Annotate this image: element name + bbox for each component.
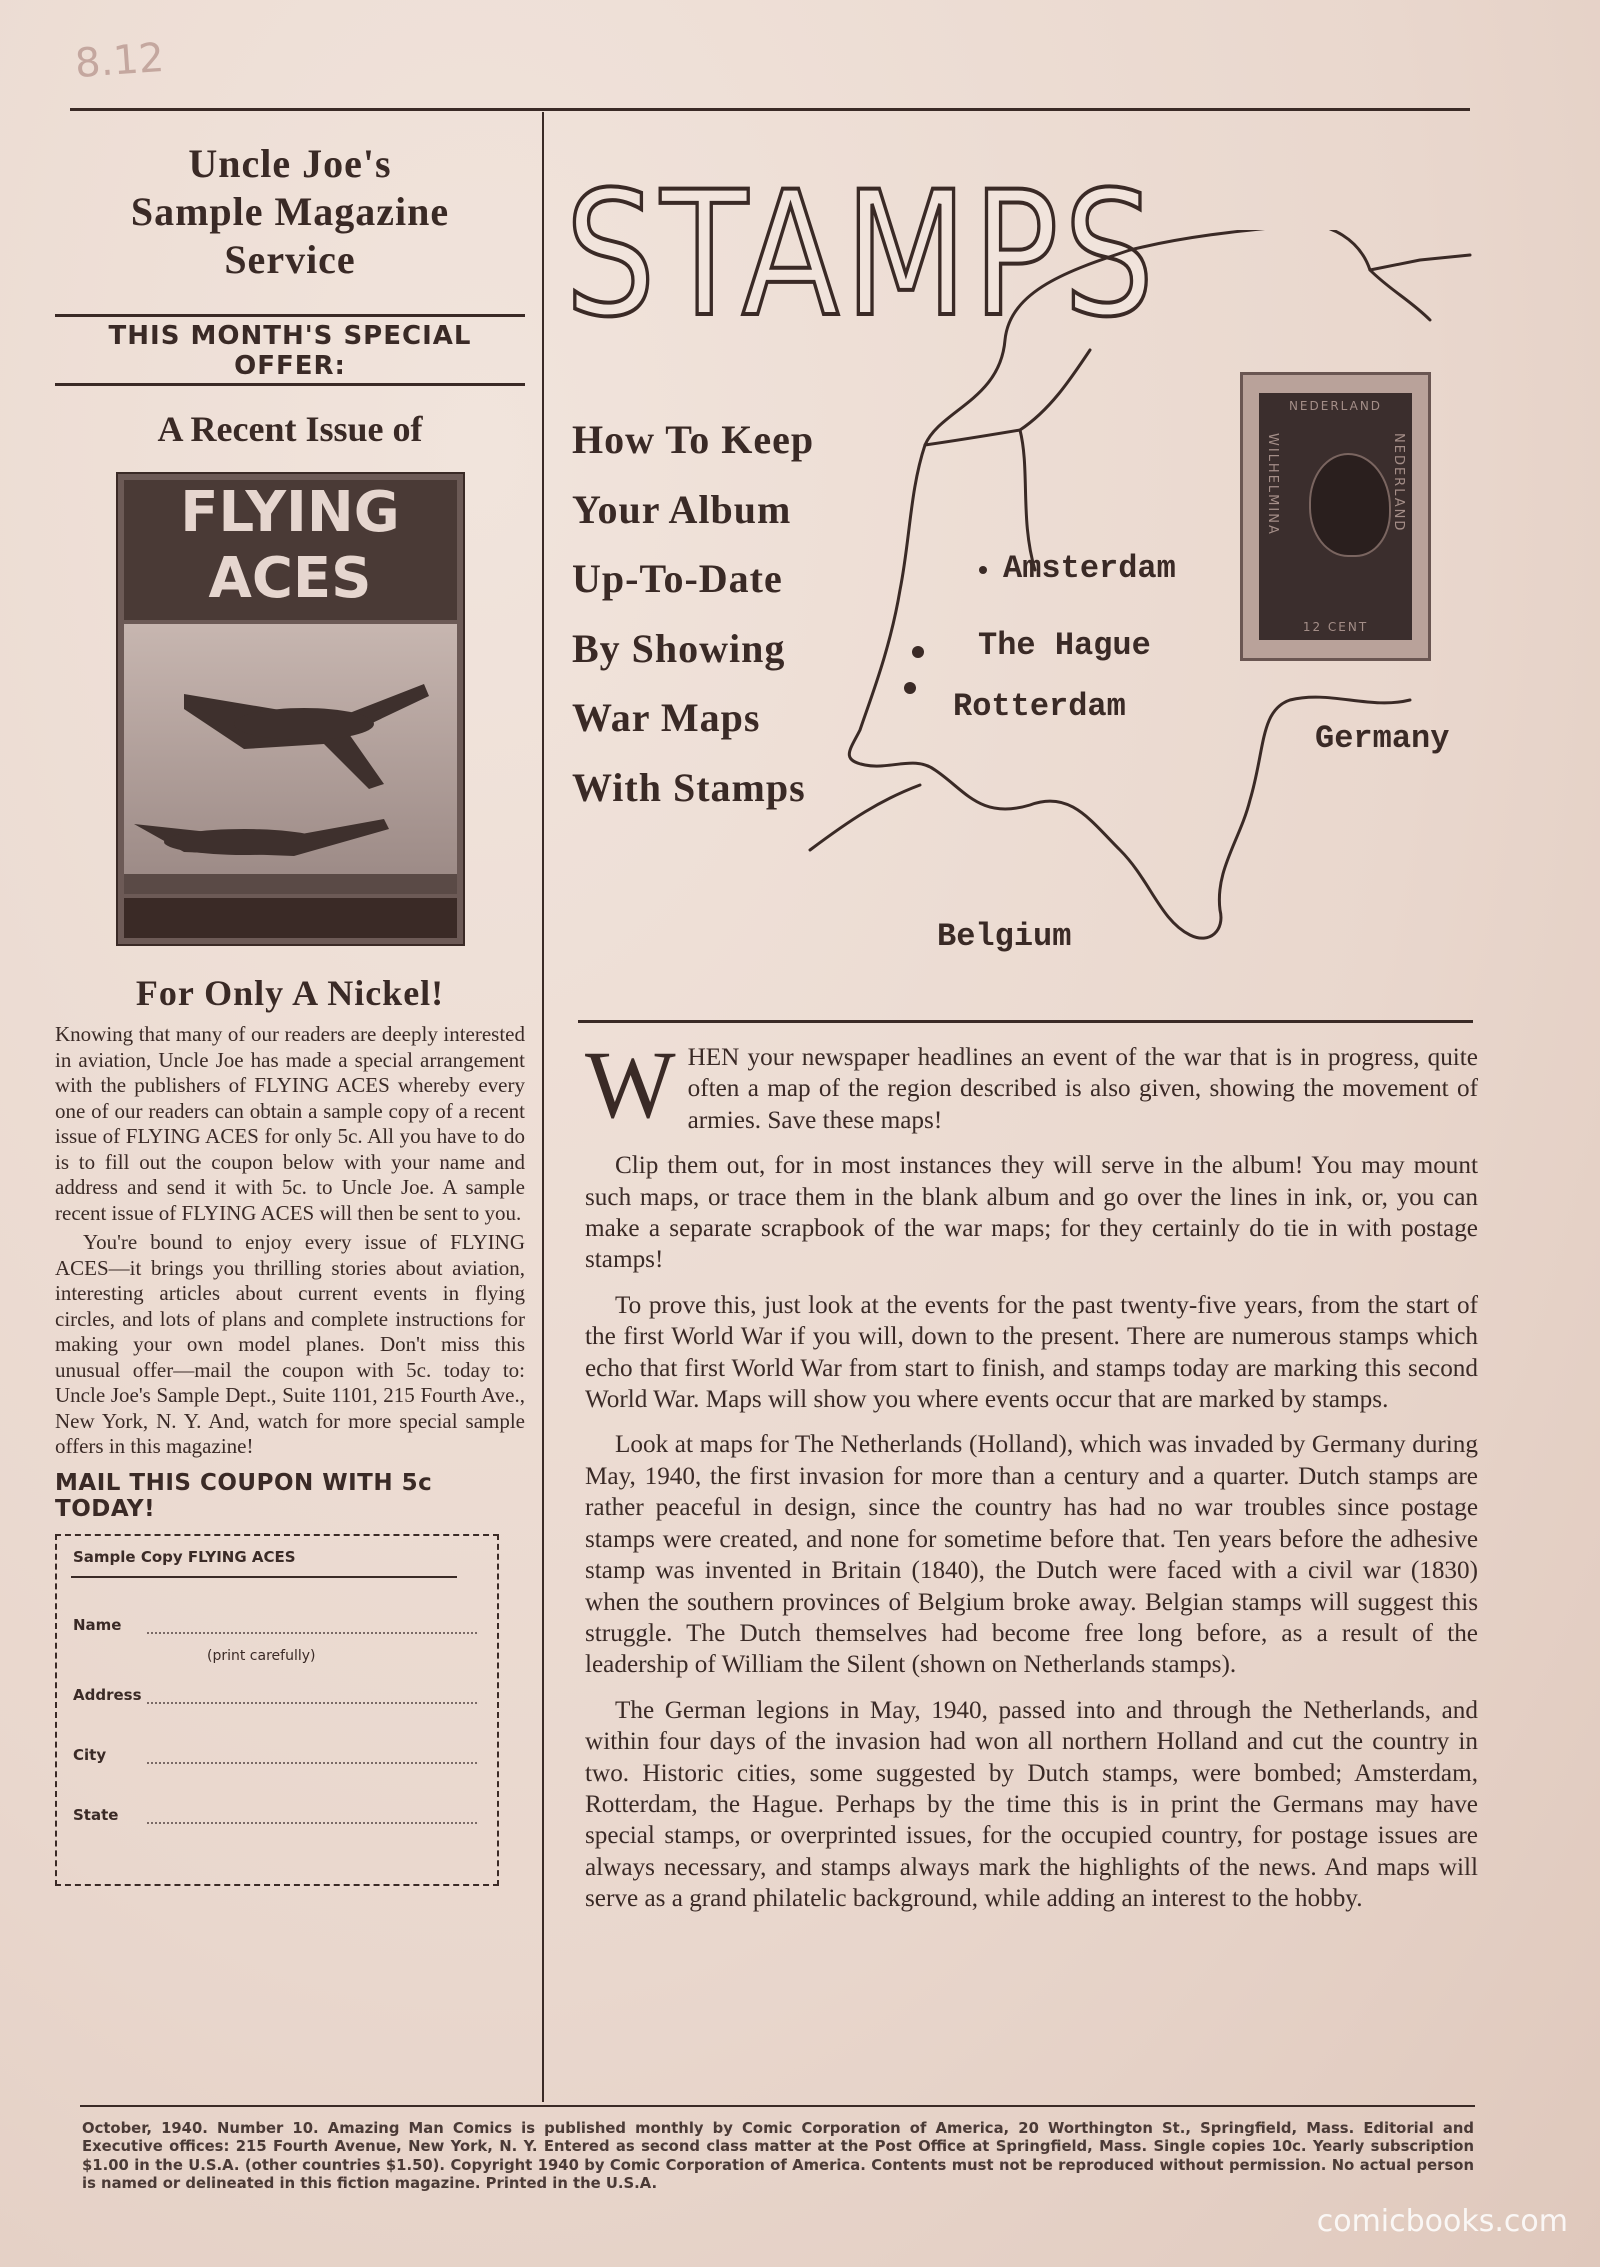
left-column [55,140,525,1886]
column-divider [542,112,544,2102]
mail-coupon-heading: MAIL THIS COUPON WITH 5c TODAY! [55,1469,433,1522]
label-amsterdam: Amsterdam [1003,550,1176,587]
service-title-line: Service [224,237,356,282]
nickel-heading: For Only A Nickel! [135,973,445,1013]
name-field[interactable] [147,1632,477,1634]
subtitle-line: How To Keep [572,417,815,462]
cover-footer [124,898,457,938]
province-border [1020,350,1090,430]
stamps-title: STAMPS [565,154,1160,355]
corner-note: 8.12 [73,34,166,88]
top-rule [70,108,1470,111]
article-paragraph [585,1031,1478,1138]
watermark: comicbooks.com [1316,2204,1568,2239]
stamp-right-text: NEDERLAND [1391,433,1406,533]
offer-description [55,1022,525,1460]
subtitle-line: With Stamps [572,764,806,810]
rotterdam-dot [904,682,916,694]
cover-artwork [124,624,457,894]
subtitle-line: Your Album [572,486,792,532]
amsterdam-dot [979,566,987,574]
article-body [585,1031,1478,1929]
article-paragraph: The German legions in May, 1940, passed into and through the Netherlands, and within four days of the invasion had won all northern Holland and cut the country in two. Historic cities, some suggested by Dutch stamps, were bombed; Amsterdam, Rotterdam, the Hague. Perhaps by the time this is in print the Germans may have special stamps, or overprinted issues, for the occupied country, for postage issues are always necessary, and stamps always mark the highlights of the news. And maps will serve as a grand philatelic background, while adding an interest to the hobby. [585,1696,1478,1913]
article-paragraph-text: HEN your newspaper headlines an event of the war that is in progress, quite often a map of the region described is also given, showing the movement of armies. Save these maps! [687,1044,1478,1134]
label-rotterdam: Rotterdam [953,688,1126,725]
address-label: Address [73,1685,142,1704]
drop-cap: W [585,1031,676,1138]
subtitle-line: War Maps [572,695,761,740]
state-field[interactable] [147,1822,477,1824]
label-belgium: Belgium [937,918,1072,955]
article-paragraph: Clip them out, for in most instances they will serve in the album! You may mount such maps, or trace them in the blank album and go over the lines in ink, or, you can make a separate scrapbook of the war maps; for they certainly do tie in with postage stamps! [585,1152,1478,1274]
coast-detail [1370,270,1430,320]
footer-rule [80,2105,1475,2107]
stamp-left-text: WILHELMINA [1265,433,1280,536]
subtitle-line: Up-To-Date [572,556,783,601]
label-germany: Germany [1315,720,1450,757]
offer-paragraph: You're bound to enjoy every issue of FLYING ACES—it brings you thrilling stories about aviation, interesting articles about current events in flying circles, and lots of plans and complete instructions for making your own model planes. Don't miss this unusual offer—mail the coupon with 5c. today to: Uncle Joe's Sample Dept., Suite 1101, 215 Fourth Ave., New York, N. Y. And, watch for more special sample offers in this magazine! [55,1230,525,1458]
queen-portrait [1309,453,1391,557]
article-paragraph: Look at maps for The Netherlands (Holland), which was invaded by Germany during May, 1940, the first invasion for more than a century and a quarter. Dutch stamps are rather peaceful in design, since the country has had no war troubles since postage stamps were created, and none for sometime before that. Ten years before the adhesive stamp was invented in Britain (1840), the Dutch were faced with a civil war (1830) when the southern provinces of Belgium broke away. Belgian stamps will suggest this struggle. The Dutch themselves had become free long before, as a result of the leadership of William the Silent (shown on Netherlands stamps). [585,1431,1478,1679]
hague-dot [912,646,924,658]
airplanes-illustration [124,624,457,894]
publication-notice: October, 1940. Number 10. Amazing Man Comics is published monthly by Comic Corporation of America, 20 Worthington St., Springfield, Mass. Editorial and Executive offices: 215 Fourth Avenue, New York, N. Y. Entered as second class matter at the Post Office at Springfield, Mass. Single copies 10c. Yearly subscription $1.00 in the U.S.A. (other countries $1.50). Copyright 1940 by Comic Corporation of America. Contents must not be reproduced without permission. No actual person is named or delineated in this fiction magazine. Printed in the U.S.A. [82,2120,1474,2193]
coupon-form [55,1534,499,1886]
stamp-top-text: NEDERLAND [1288,399,1383,413]
cover-title: FLYING ACES [124,480,457,620]
stamp-face [1259,393,1412,640]
address-field[interactable] [147,1702,477,1704]
netherlands-stamp [1240,372,1431,661]
recent-issue-heading: A Recent Issue of [157,409,423,449]
offer-heading: THIS MONTH'S SPECIAL OFFER: [55,314,525,386]
offer-paragraph: Knowing that many of our readers are deeply interested in aviation, Uncle Joe has made a special arrangement with the publishers of FLYING ACES whereby every one of our readers can obtain a sample copy of a recent issue of FLYING ACES for only 5c. All you have to do is to fill out the coupon below with your name and address and send it with 5c. to Uncle Joe. A sample recent issue of FLYING ACES will then be sent to you. [55,1022,525,1225]
service-title-line: Uncle Joe's [188,141,392,186]
city-field[interactable] [147,1762,477,1764]
name-label: Name [73,1615,122,1634]
service-title [55,140,525,284]
service-title-line: Sample Magazine [130,189,450,234]
label-the-hague: The Hague [978,627,1151,664]
coupon-heading: Sample Copy FLYING ACES [73,1547,296,1566]
print-hint: (print carefully) [207,1647,316,1664]
coupon-heading-rule [71,1576,457,1578]
article-divider [578,1020,1473,1023]
province-border [810,785,920,850]
article-paragraph: To prove this, just look at the events for the past twenty-five years, from the start of the first World War if you will, down to the present. There are numerous stamps which echo that first World War from start to finish, and stamps today are marking this second World War. Maps will show you where events occur that are marked by stamps. [585,1291,1478,1414]
subtitle-line: By Showing [572,625,786,671]
state-label: State [73,1805,119,1824]
stamp-value: 12 CENT [1302,620,1369,634]
flying-aces-cover [116,472,465,946]
city-label: City [73,1745,107,1764]
province-border [925,430,1035,570]
